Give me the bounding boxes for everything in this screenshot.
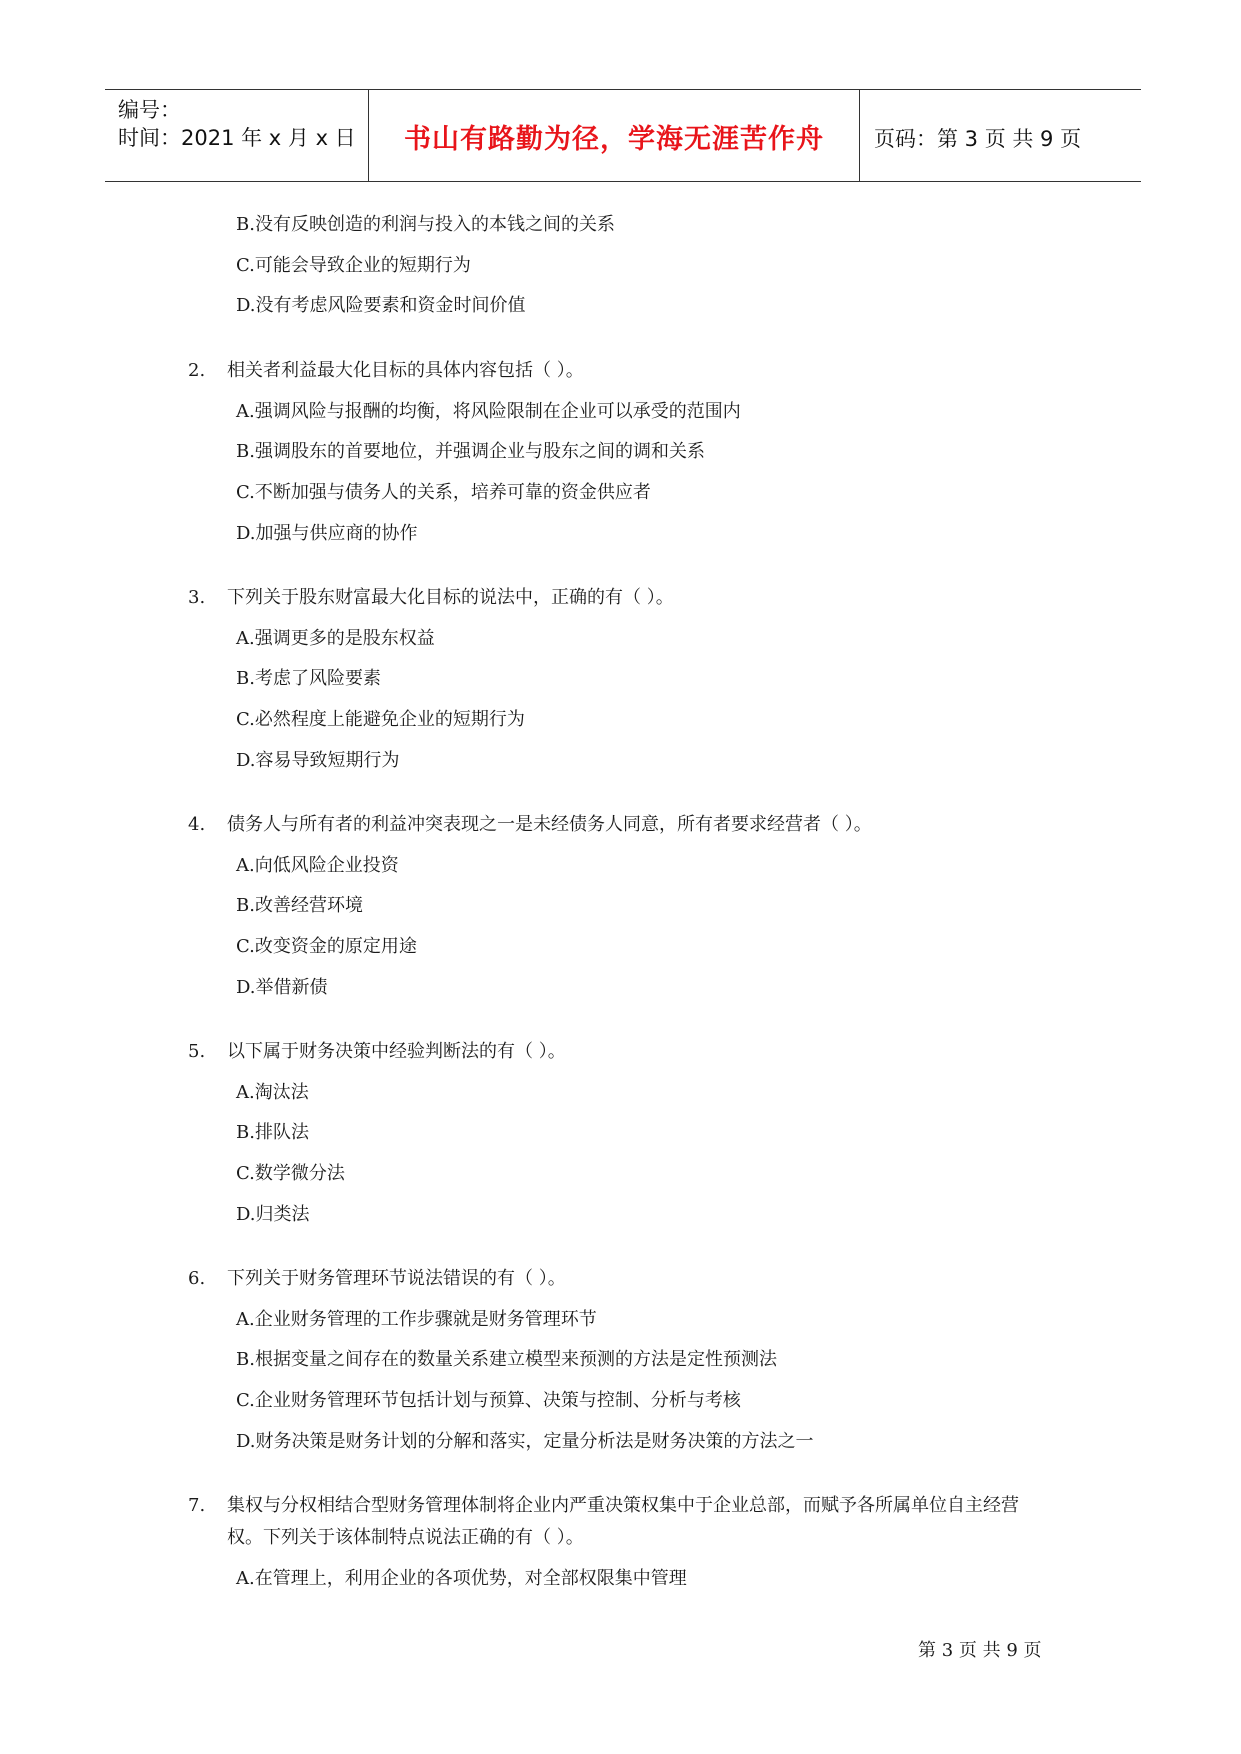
option-item: A.在管理上，利用企业的各项优势，对全部权限集中管理 bbox=[236, 1568, 687, 1589]
question-text: 债务人与所有者的利益冲突表现之一是未经债务人同意，所有者要求经营者（ ）。 bbox=[227, 814, 872, 835]
motto: 书山有路勤为径，学海无涯苦作舟 bbox=[404, 124, 824, 155]
page-code: 页码：第 3 页 共 9 页 bbox=[874, 127, 1082, 151]
page-header bbox=[105, 89, 1141, 182]
question-number: 5. bbox=[188, 1041, 206, 1062]
option-item: B.排队法 bbox=[236, 1122, 309, 1143]
option-item: C.必然程度上能避免企业的短期行为 bbox=[236, 709, 525, 730]
question-number: 7. bbox=[188, 1495, 206, 1516]
option-item: B.没有反映创造的利润与投入的本钱之间的关系 bbox=[236, 214, 615, 235]
question-text: 下列关于股东财富最大化目标的说法中，正确的有（ ）。 bbox=[227, 587, 674, 608]
number-label: 编号： bbox=[118, 98, 181, 122]
question-number: 4. bbox=[188, 814, 206, 835]
option-item: C.可能会导致企业的短期行为 bbox=[236, 255, 471, 276]
option-item: C.企业财务管理环节包括计划与预算、决策与控制、分析与考核 bbox=[236, 1390, 741, 1411]
header-right-cell bbox=[860, 90, 1141, 181]
option-item: B.考虑了风险要素 bbox=[236, 668, 381, 689]
option-item: B.强调股东的首要地位，并强调企业与股东之间的调和关系 bbox=[236, 441, 705, 462]
question-number: 3. bbox=[188, 587, 206, 608]
option-item: D.加强与供应商的协作 bbox=[236, 523, 418, 544]
option-item: D.没有考虑风险要素和资金时间价值 bbox=[236, 295, 526, 316]
option-item: D.归类法 bbox=[236, 1204, 310, 1225]
option-item: D.财务决策是财务计划的分解和落实，定量分析法是财务决策的方法之一 bbox=[236, 1431, 814, 1452]
option-item: A.企业财务管理的工作步骤就是财务管理环节 bbox=[236, 1309, 597, 1330]
option-item: D.举借新债 bbox=[236, 977, 328, 998]
question-text-continued: 权。下列关于该体制特点说法正确的有（ ）。 bbox=[227, 1527, 584, 1548]
option-item: C.不断加强与债务人的关系，培养可靠的资金供应者 bbox=[236, 482, 651, 503]
option-item: B.根据变量之间存在的数量关系建立模型来预测的方法是定性预测法 bbox=[236, 1349, 777, 1370]
option-item: A.强调更多的是股东权益 bbox=[236, 628, 435, 649]
question-text: 相关者利益最大化目标的具体内容包括（ ）。 bbox=[227, 360, 584, 381]
question-text: 下列关于财务管理环节说法错误的有（ ）。 bbox=[227, 1268, 566, 1289]
option-item: A.向低风险企业投资 bbox=[236, 855, 399, 876]
option-item: C.改变资金的原定用途 bbox=[236, 936, 417, 957]
option-item: A.淘汰法 bbox=[236, 1082, 309, 1103]
header-left-cell bbox=[105, 90, 369, 181]
question-text: 集权与分权相结合型财务管理体制将企业内严重决策权集中于企业总部，而赋予各所属单位自主经营 bbox=[227, 1495, 1019, 1516]
question-number: 6. bbox=[188, 1268, 206, 1289]
option-item: C.数学微分法 bbox=[236, 1163, 345, 1184]
header-motto-cell bbox=[369, 90, 860, 181]
option-item: D.容易导致短期行为 bbox=[236, 750, 400, 771]
page-footer: 第 3 页 共 9 页 bbox=[918, 1640, 1042, 1661]
option-item: B.改善经营环境 bbox=[236, 895, 363, 916]
time-label: 时间：2021 年 x 月 x 日 bbox=[118, 126, 356, 150]
option-item: A.强调风险与报酬的均衡，将风险限制在企业可以承受的范围内 bbox=[236, 401, 741, 422]
question-text: 以下属于财务决策中经验判断法的有（ ）。 bbox=[227, 1041, 566, 1062]
question-number: 2. bbox=[188, 360, 206, 381]
